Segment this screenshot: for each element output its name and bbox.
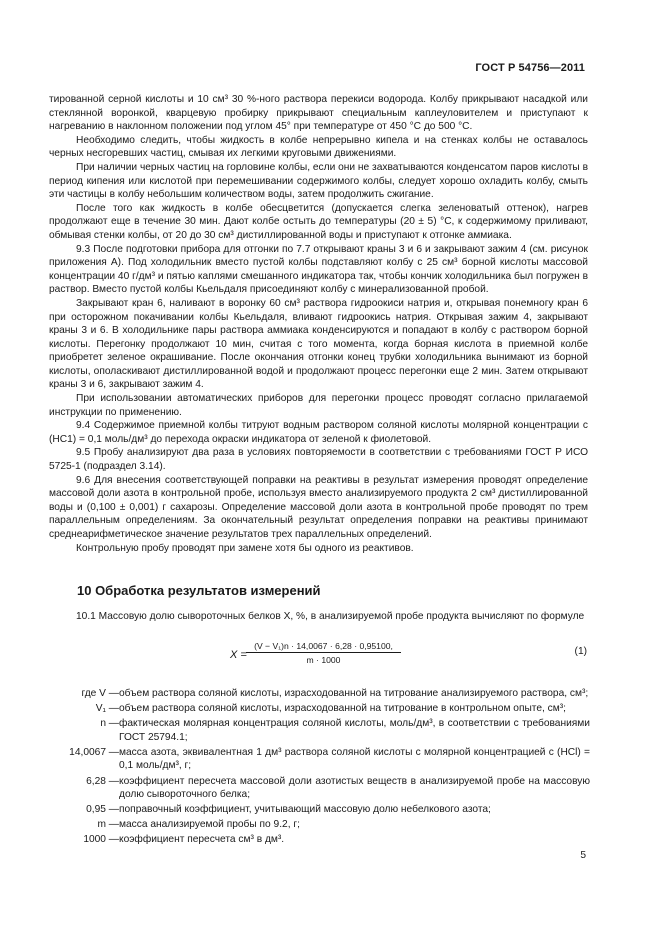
definition-text: коэффициент пересчета см³ в дм³. [119,834,285,846]
paragraph-10-1: 10.1 Массовую долю сывороточных белков X, %, в анализируемой пробе продукта вычисляют по формуле [76,611,585,622]
definition-text: фактическая молярная концентрация соляной кислоты, моль/дм³, в соответствии с требованиями ГОСТ 25794.1; [119,718,590,743]
definition-symbol: 0,95 — [86,804,119,816]
paragraph: При наличии черных частиц на горловине колбы, если они не захватываются конденсатом паров кислоты в период кипения или кислотой при перемешивании содержимого колбы, следует хорошо охладить колбу, смыть эти частицы в колбу небольшим количеством воды, затем продолжить сжигание. [49,161,588,201]
formula-fraction [246,641,401,665]
definition-text: поправочный коэффициент, учитывающий массовую долю небелкового азота; [119,804,491,816]
page-number: 5 [580,850,586,861]
formula-lhs: X = [230,649,247,661]
paragraph: Закрывают кран 6, наливают в воронку 60 см³ раствора гидроокиси натрия и, открывая понемногу кран 6 при осторожном покачивании колбы Кьельдаля, вливают гидроокись натрия. Открывая зажим 4, закрывают краны 3 и 6. В холодильнике пары раствора аммиака конденсируются и попадают в колбу с раствором борной кислоты. Перегонку продолжают 10 мин, считая с того момента, когда борная кислота в приемной колбе приобретет зеленое окрашивание. После окончания отгонки конец трубки холодильника вынимают из борной кислоты, ополаскивают дистиллированной водой и продолжают процесс перегонки еще 2 мин. Затем открывают краны 3 и 6, закрывают зажим 4. [49,297,588,391]
definition-symbol: 1000 — [83,834,119,846]
definition-item [47,803,590,817]
definition-item [47,687,590,701]
definition-symbol: m — [97,819,119,831]
definition-text: масса азота, эквивалентная 1 дм³ раствора соляной кислоты с молярной концентрацией с (НСl) = 0,1 моль/дм³, г; [119,746,590,772]
paragraph: Необходимо следить, чтобы жидкость в колбе непрерывно кипела и на стенках колбы не оставалось черных несгоревших частиц, смывая их легкими круговыми движениями. [49,134,588,160]
paragraph-9-3: 9.3 После подготовки прибора для отгонки по 7.7 открывают краны 3 и 6 и закрывают зажим 4 (см. рисунок приложения А). Под холодильник вместо пустой колбы подставляют колбу с 25 см³ борной кислоты массовой концентрации 40 г/дм³ и пятью каплями смешанного индикатора так, чтобы кончик холодильника был погружен в раствор. Вместо пустой колбы Кьельдаля присоединяют колбу с минерализованной пробой. [49,243,588,296]
definition-text: объем раствора соляной кислоты, израсходованной на титрование анализируемого раствора, см³; [119,688,589,699]
definition-item [47,775,590,802]
paragraph: После того как жидкость в колбе обесцветится (допускается слегка зеленоватый оттенок), нагрев продолжают еще в течение 30 мин. Дают колбе остыть до температуры (20 ± 5) °С, к содержимому приливают, обмывая стенки колбы, от 20 до 30 см³ дистиллированной воды и приступают к отгонке аммиака. [49,202,588,241]
paragraph-9-6: 9.6 Для внесения соответствующей поправки на реактивы в результат измерения проводят определение массовой доли азота в контрольной пробе, используя вместо анализируемого продукта 2 см³ дистиллированной воды и (0,100 ± 0,001) г сахарозы. Определение массовой доли азота в контрольной пробе проводят по трем параллельным определениям. За окончательный результат определения поправки на реактивы принимают среднеарифметическое значение результатов трех параллельных определений. [49,474,588,540]
definition-item [47,717,590,744]
paragraph: При использовании автоматических приборов для перегонки процесс проводят согласно прилагаемой инструкции по применению. [49,393,588,418]
document-body [49,93,588,555]
paragraph: тированной серной кислоты и 10 см³ 30 %-ного раствора перекиси водорода. Колбу прикрывают насадкой или стеклянной воронкой, кварцевую пробирку прикрывают специальным каплеуловителем и приступают к нагреванию в наклонном положении под углом 45° при температуре от 450 °С до 500 °С. [49,94,588,133]
definition-item [47,818,590,832]
definition-symbol: 14,0067 — [69,746,119,758]
definition-item [47,833,590,847]
section-heading: 10 Обработка результатов измерений [77,583,321,598]
formula-number: (1) [574,646,587,657]
standard-number: ГОСТ Р 54756—2011 [475,62,585,74]
definitions-list [47,687,590,849]
definition-item [47,746,590,773]
definition-symbol: n — [100,718,119,730]
paragraph: Контрольную пробу проводят при замене хотя бы одного из реактивов. [76,542,414,554]
paragraph-9-4: 9.4 Содержимое приемной колбы титруют водным раствором соляной кислоты молярной концентрации с (НС1) = 0,1 моль/дм³ до перехода окраски индикатора от зеленой к фиолетовой. [49,420,588,445]
paragraph-9-5: 9.5 Пробу анализируют два раза в условиях повторяемости в соответствии с требованиями ГОСТ Р ИСО 5725-1 (подраздел 3.14). [49,447,588,473]
formula-numerator: (V − V₁)n · 14,0067 · 6,28 · 0,95100, [246,641,401,653]
definition-text: коэффициент пересчета массовой доли азотистых веществ в анализируемой пробе на массовую долю сывороточного белка; [119,775,590,801]
definition-item [47,702,590,716]
definition-symbol: где V — [81,688,119,699]
definition-text: масса анализируемой пробы по 9.2, г; [119,819,300,831]
definition-symbol: 6,28 — [86,775,119,787]
definition-text: объем раствора соляной кислоты, израсходованной на титрование в контрольном опыте, см³; [119,703,566,715]
definition-symbol: V₁ — [95,703,119,715]
formula-denominator: m · 1000 [306,655,341,665]
